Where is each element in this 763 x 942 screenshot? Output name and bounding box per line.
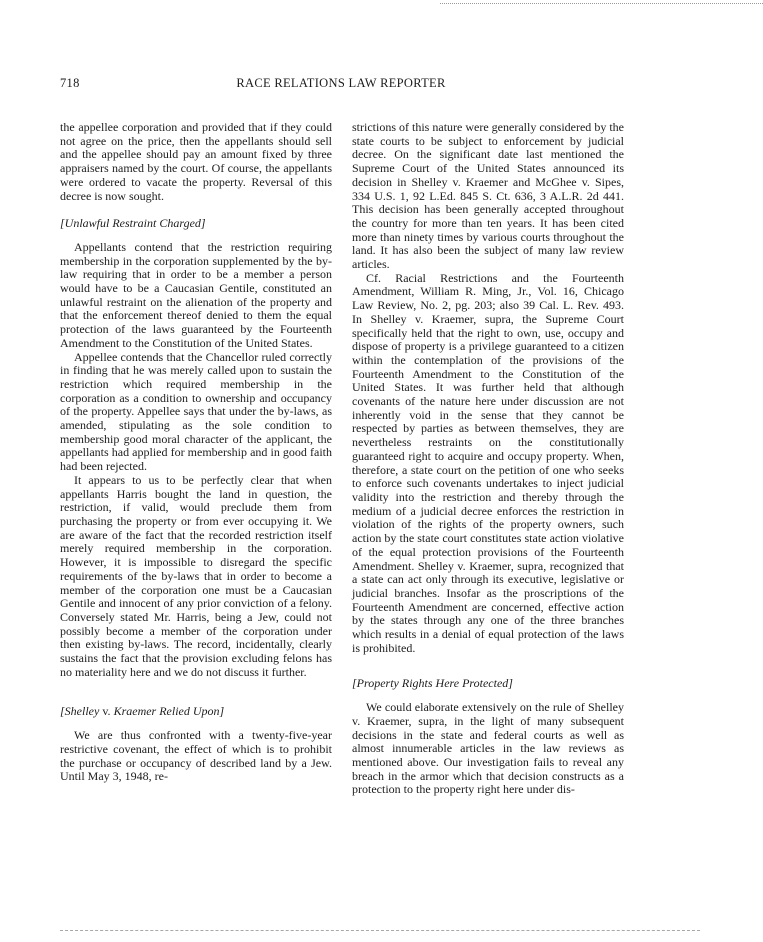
section-heading-unlawful-restraint: [Unlawful Restraint Charged] [60,216,206,231]
paragraph: Appellants contend that the restriction requiring membership in the corporation supplemented by the by-law requiring that in order to be a member a person would have to be a Caucasian Gentile, constituted an unlawful restraint on the alienation of the property and that the enforcement thereof denied to them the equal protection of the laws guaranteed by the Fourteenth Amendment to the Constitution of the United States. [60,239,332,350]
right-column [352,121,624,797]
page-number: 718 [60,76,80,90]
section-heading-property-rights: [Property Rights Here Protected] [352,676,513,691]
paragraph: We are thus confronted with a twenty-five-year restrictive covenant, the effect of which is to prohibit the purchase or occupancy of described land by a Jew. Until May 3, 1948, re- [60,728,332,784]
paragraph: It appears to us to be perfectly clear that when appellants Harris bought the land in question, the restriction, if valid, would preclude them from purchasing the property or from ever occupying it. We are aware of the fact that the recorded restriction itself merely required membership in the corporation. However, it is impossible to disregard the specific requirements of the by-laws that in order to become a member of the corporation one must be a Caucasian Gentile and innocent of any prior conviction of a felony. Conversely stated Mr. Harris, being a Jew, could not possibly become a member of the corporation under then existing by-laws. The record, incidentally, clearly sustains the fact that the provision excluding felons has no materiality here and we do not discuss it further. [60,472,332,679]
page-header [60,76,622,92]
paragraph: We could elaborate extensively on the rule of Shelley v. Kraemer, supra, in the light of many subsequent decisions in the state and federal courts as well as almost innumerable articles in the law reviews as mentioned above. Our investigation fails to reveal any breach in the armor which that decision constructs as a protection to the property right here under dis- [352,700,624,797]
heading-case-name: Shelley [64,704,100,719]
heading-versus: v. [99,704,114,719]
heading-part: Kraemer Relied Upon] [113,704,225,719]
section-heading-shelley-relied-upon [60,705,332,719]
paragraph: Appellee contends that the Chancellor ruled correctly in finding that he was merely called upon to sustain the restriction which required membership in the corporation as a condition to ownership and occupancy of the property. Appellee says that under the by-laws, as amended, stipulating as the sole condition to membership good moral character of the applicant, the appellants had applied for membership and in good faith had been rejected. [60,349,332,474]
paragraph: strictions of this nature were generally considered by the state courts to be subject to enforcement by judicial decree. On the significant date last mentioned the Supreme Court of the United States announced its decision in Shelley v. Kraemer and McGhee v. Sipes, 334 U.S. 1, 92 L.Ed. 845 S. Ct. 636, 3 A.L.R. 2d 441. This decision has been generally accepted throughout the country for more than ten years. It has been cited more than ninety times by various courts throughout the land. It has also been the subject of many law review articles. [352,120,624,272]
paragraph: Cf. Racial Restrictions and the Fourteenth Amendment, William R. Ming, Jr., Vol. 16, Chicago Law Review, No. 2, pg. 203; also 39 Cal. L. Rev. 493. In Shelley v. Kraemer, supra, the Supreme Court specifically held that the right to own, use, occupy and dispose of property is a privilege guaranteed to a citizen within the contemplation of the provisions of the Fourteenth Amendment to the Constitution of the United States. It was further held that although covenants of the nature here under discussion are not inherently void in the sense that they cannot be respected by parties as between themselves, they are nevertheless restraints on the constitutionally guaranteed right to acquire and occupy property. When, therefore, a state court on the petition of one who seeks to enforce such covenants undertakes to inject judicial validity into the restriction and thereby through the medium of a judicial decree enforces the restriction in violation of the rights of the property owners, such action by the state court constitutes state action violative of the equal protection provisions of the Fourteenth Amendment. Shelley v. Kraemer, supra, recognized that a state can act only through its executive, legislative or judicial branches. Insofar as the proscriptions of the Fourteenth Amendment are concerned, effective action by the states through any one of the three branches which results in a denial of equal protection of the laws is prohibited. [352,270,624,655]
heading-part: [ [60,704,65,719]
running-head: RACE RELATIONS LAW REPORTER [236,76,446,90]
bottom-scan-rule [60,930,700,931]
top-scan-rule [440,3,763,4]
paragraph: the appellee corporation and provided that if they could not agree on the price, then the appellants should sell and the appellee should pay an amount fixed by three appraisers named by the court. Of course, the appellants were ordered to vacate the property. Reversal of this decree is now sought. [60,120,332,203]
left-column [60,121,332,784]
